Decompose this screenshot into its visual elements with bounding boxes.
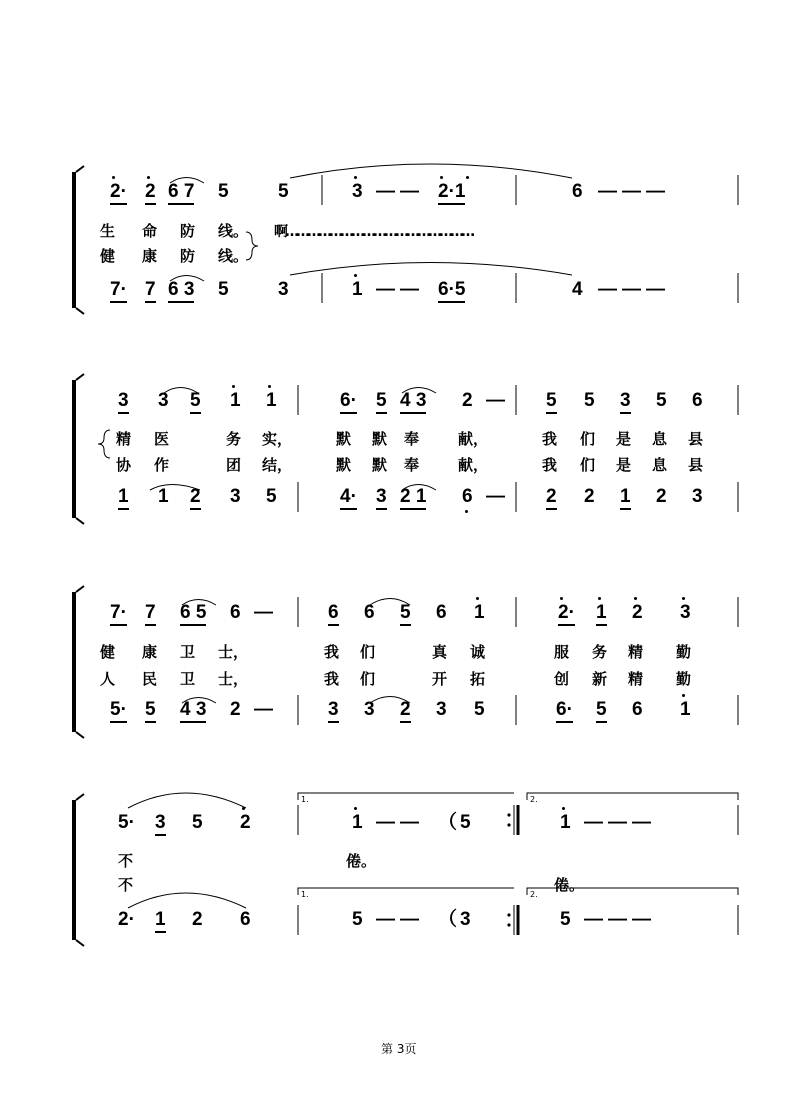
r3-l1-2: 康 bbox=[142, 643, 158, 661]
r3b-n10: 5 bbox=[474, 699, 485, 720]
high-dot bbox=[562, 807, 565, 810]
r3-l1-4: 士， bbox=[218, 643, 249, 661]
r1-l2-2: 康 bbox=[142, 247, 158, 265]
volta-2-label: 2. bbox=[530, 795, 538, 804]
r3-l2-8: 拓 bbox=[470, 670, 486, 688]
r3b-n11: 6· bbox=[556, 700, 573, 720]
r4b-n9: 3 bbox=[460, 909, 471, 930]
r4t-n13: — bbox=[632, 812, 651, 833]
r1-l1-1: 生 bbox=[100, 222, 116, 240]
r4t-n12: — bbox=[608, 812, 627, 833]
r2-l1-10: 们 bbox=[580, 430, 596, 448]
r3b-n1: 5· bbox=[110, 700, 127, 720]
r4b-n12: — bbox=[608, 909, 627, 930]
r2-l2-9: 我 bbox=[542, 456, 558, 474]
volta-1-label-bottom: 1. bbox=[301, 890, 309, 899]
high-dot bbox=[147, 176, 150, 179]
r3-l1-5: 我 bbox=[324, 643, 340, 661]
r4-l2-1: 不 bbox=[118, 876, 134, 894]
r3-l1-9: 服 bbox=[554, 643, 570, 661]
r1b-n5: 3 bbox=[278, 279, 289, 300]
r2t-n5: 1 bbox=[266, 390, 277, 411]
r4t-n9: 5 bbox=[460, 812, 471, 833]
r2t-n11: 5 bbox=[546, 391, 557, 411]
r2t-n6: 6· bbox=[340, 391, 357, 411]
r3t-n2: 7 bbox=[145, 603, 156, 623]
high-dot bbox=[466, 176, 469, 179]
r3b-n6: 3 bbox=[328, 700, 339, 720]
r2b-n2: 1 bbox=[158, 486, 169, 507]
high-dot bbox=[354, 807, 357, 810]
r1-ah: 啊…………………………………………… bbox=[274, 224, 472, 240]
r4t-n6: — bbox=[376, 812, 395, 833]
r1b-n1: 7· bbox=[110, 280, 127, 300]
r1t-n3: 6 7 bbox=[168, 182, 194, 202]
r2b-n14: 2 bbox=[656, 486, 667, 507]
r3b-n13: 6 bbox=[632, 699, 643, 720]
r3t-n9: 6 bbox=[436, 602, 447, 623]
r3-l1-1: 健 bbox=[100, 643, 116, 661]
r4t-n1: 5· bbox=[118, 812, 135, 833]
r1b-n11: — bbox=[598, 279, 617, 300]
r3-l1-3: 卫 bbox=[180, 643, 196, 661]
r1t-n7: — bbox=[376, 181, 395, 202]
r2b-n15: 3 bbox=[692, 486, 703, 507]
r3t-n13: 2 bbox=[632, 602, 643, 623]
r3b-n2: 5 bbox=[145, 700, 156, 720]
r3-l1-12: 勤 bbox=[676, 643, 692, 661]
r1t-n5: 5 bbox=[278, 181, 289, 202]
page-number: 第 3页 bbox=[381, 1042, 417, 1056]
r2t-n4: 1 bbox=[230, 390, 241, 411]
r4b-n13: — bbox=[632, 909, 651, 930]
r1b-n2: 7 bbox=[145, 280, 156, 300]
r2b-n5: 5 bbox=[266, 486, 277, 507]
r2-l2-2: 作 bbox=[154, 456, 170, 474]
high-dot bbox=[354, 274, 357, 277]
r2-l1-3: 务 bbox=[226, 430, 242, 448]
r2t-n15: 6 bbox=[692, 390, 703, 411]
r2-l1-9: 我 bbox=[542, 430, 558, 448]
r2t-n8: 4 3 bbox=[400, 391, 426, 411]
volta-1-label: 1. bbox=[301, 795, 309, 804]
r3-l2-2: 民 bbox=[142, 670, 158, 688]
r4-l1-2: 倦。 bbox=[346, 852, 377, 870]
r1-l2-1: 健 bbox=[100, 247, 116, 265]
r4b-n4: 6 bbox=[240, 909, 251, 930]
r2b-n10: — bbox=[486, 486, 505, 507]
r3-l2-6: 们 bbox=[360, 670, 376, 688]
r3t-n10: 1 bbox=[474, 602, 485, 623]
r1b-n12: — bbox=[622, 279, 641, 300]
r1b-n9: 6·5 bbox=[438, 280, 465, 300]
r3t-n5: — bbox=[254, 602, 273, 623]
r2-l1-1: 精 bbox=[116, 430, 132, 448]
r2-l1-7: 奉 bbox=[404, 430, 420, 448]
r3-l2-5: 我 bbox=[324, 670, 340, 688]
r3t-n1: 7· bbox=[110, 603, 127, 623]
r3b-n4: 2 bbox=[230, 699, 241, 720]
r1b-n6: 1 bbox=[352, 279, 363, 300]
r4t-n7: — bbox=[400, 812, 419, 833]
high-dot bbox=[242, 807, 245, 810]
r4t-n5: 1 bbox=[352, 812, 363, 833]
r4t-n2: 3 bbox=[155, 813, 166, 833]
r2-l1-4: 实， bbox=[262, 430, 293, 448]
r2-l1-8: 献， bbox=[458, 430, 489, 448]
r3-l2-10: 新 bbox=[592, 670, 608, 688]
high-dot bbox=[354, 176, 357, 179]
r3-l2-3: 卫 bbox=[180, 670, 196, 688]
r4t-n3: 5 bbox=[192, 812, 203, 833]
r3-l1-6: 们 bbox=[360, 643, 376, 661]
r2b-n4: 3 bbox=[230, 486, 241, 507]
r1t-n10: 6 bbox=[572, 181, 583, 202]
r4b-n6: — bbox=[376, 909, 395, 930]
r4t-n11: — bbox=[584, 812, 603, 833]
high-dot bbox=[560, 597, 563, 600]
high-dot bbox=[232, 385, 235, 388]
r1t-n13: — bbox=[646, 181, 665, 202]
r1-l2-3: 防 bbox=[180, 247, 196, 265]
r1-l1-3: 防 bbox=[180, 222, 196, 240]
r2-l2-1: 协 bbox=[116, 456, 132, 474]
r2b-n13: 1 bbox=[620, 487, 631, 507]
r1b-n13: — bbox=[646, 279, 665, 300]
r3t-n4: 6 bbox=[230, 602, 241, 623]
r2b-n8: 2 1 bbox=[400, 487, 426, 507]
high-dot bbox=[112, 176, 115, 179]
r3t-n14: 3 bbox=[680, 602, 691, 623]
r3t-n11: 2· bbox=[558, 603, 575, 623]
r2-l2-11: 是 bbox=[616, 456, 632, 474]
r4t-n10: 1 bbox=[560, 812, 571, 833]
r3-l2-9: 创 bbox=[554, 670, 570, 688]
r3-l1-7: 真 bbox=[432, 643, 448, 661]
r3b-n7: 3 bbox=[364, 699, 375, 720]
volta-2-label-bottom: 2. bbox=[530, 890, 538, 899]
r3b-n12: 5 bbox=[596, 700, 607, 720]
r1-l1-2: 命 bbox=[142, 222, 158, 240]
r2b-n6: 4· bbox=[340, 487, 357, 507]
high-dot bbox=[682, 597, 685, 600]
r2t-n1: 3 bbox=[118, 391, 129, 411]
r1b-n3: 6 3 bbox=[168, 280, 194, 300]
r3b-n5: — bbox=[254, 699, 273, 720]
r2t-n2: 3 bbox=[158, 390, 169, 411]
r2-l2-4: 结， bbox=[262, 456, 293, 474]
r2-l2-5: 默 bbox=[336, 456, 352, 474]
r3t-n6: 6 bbox=[328, 603, 339, 623]
r3-l1-10: 务 bbox=[592, 643, 608, 661]
r4b-n3: 2 bbox=[192, 909, 203, 930]
r2b-n3: 2 bbox=[190, 487, 201, 507]
r2t-n12: 5 bbox=[584, 390, 595, 411]
r2b-n7: 3 bbox=[376, 487, 387, 507]
r1-l2-4: 线。 bbox=[218, 247, 249, 265]
r1t-n9: 2·1 bbox=[438, 182, 465, 202]
r1t-n1: 2· bbox=[110, 182, 127, 202]
r3-l2-7: 开 bbox=[432, 670, 448, 688]
r2t-n7: 5 bbox=[376, 391, 387, 411]
high-dot bbox=[440, 176, 443, 179]
r4t-n4: 2 bbox=[240, 812, 251, 833]
r4b-n10: 5 bbox=[560, 909, 571, 930]
r2-l2-3: 团 bbox=[226, 456, 242, 474]
r2t-n10: — bbox=[486, 390, 505, 411]
r1b-n8: — bbox=[400, 279, 419, 300]
r3b-n8: 2 bbox=[400, 700, 411, 720]
r2t-n3: 5 bbox=[190, 391, 201, 411]
r2t-n13: 3 bbox=[620, 391, 631, 411]
r3-l2-11: 精 bbox=[628, 670, 644, 688]
r3-l2-4: 士， bbox=[218, 670, 249, 688]
r1b-n10: 4 bbox=[572, 279, 583, 300]
r1b-n7: — bbox=[376, 279, 395, 300]
r3t-n7: 6 bbox=[364, 602, 375, 623]
r2-l2-13: 县 bbox=[688, 456, 704, 474]
r2t-n9: 2 bbox=[462, 390, 473, 411]
r2-l2-6: 默 bbox=[372, 456, 388, 474]
r3t-n3: 6 5 bbox=[180, 603, 206, 623]
r2t-n14: 5 bbox=[656, 390, 667, 411]
r2b-n11: 2 bbox=[546, 487, 557, 507]
r4b-n8: （ bbox=[438, 909, 458, 930]
r4-l2-2: 倦。 bbox=[554, 876, 585, 894]
r4b-n2: 1 bbox=[155, 910, 166, 930]
r2-l1-2: 医 bbox=[154, 430, 170, 448]
r1t-n2: 2 bbox=[145, 182, 156, 202]
r3-l1-11: 精 bbox=[628, 643, 644, 661]
r3b-n9: 3 bbox=[436, 699, 447, 720]
r1t-n11: — bbox=[598, 181, 617, 202]
r1b-n4: 5 bbox=[218, 279, 229, 300]
r4b-n1: 2· bbox=[118, 909, 135, 930]
r2-l1-5: 默 bbox=[336, 430, 352, 448]
r1t-n12: — bbox=[622, 181, 641, 202]
r1t-n8: — bbox=[400, 181, 419, 202]
r2-l2-7: 奉 bbox=[404, 456, 420, 474]
r2-l2-8: 献， bbox=[458, 456, 489, 474]
low-dot bbox=[465, 510, 468, 513]
r1t-n4: 5 bbox=[218, 181, 229, 202]
r2-l2-10: 们 bbox=[580, 456, 596, 474]
r3t-n8: 5 bbox=[400, 603, 411, 623]
high-dot bbox=[268, 385, 271, 388]
r4-l1-1: 不 bbox=[118, 852, 134, 870]
r3-l1-8: 诚 bbox=[470, 643, 486, 661]
high-dot bbox=[598, 597, 601, 600]
r3-l2-12: 勤 bbox=[676, 670, 692, 688]
high-dot bbox=[476, 597, 479, 600]
r2-l1-6: 默 bbox=[372, 430, 388, 448]
r2-l1-13: 县 bbox=[688, 430, 704, 448]
r2b-n9: 6 bbox=[462, 486, 473, 507]
r2-l1-12: 息 bbox=[652, 430, 668, 448]
r2b-n12: 2 bbox=[584, 486, 595, 507]
high-dot bbox=[682, 694, 685, 697]
r2-l1-11: 是 bbox=[616, 430, 632, 448]
r2b-n1: 1 bbox=[118, 487, 129, 507]
r4b-n5: 5 bbox=[352, 909, 363, 930]
r3t-n12: 1 bbox=[596, 603, 607, 623]
r3-l2-1: 人 bbox=[100, 670, 116, 688]
r3b-n3: 4 3 bbox=[180, 700, 206, 720]
r4b-n7: — bbox=[400, 909, 419, 930]
r2-l2-12: 息 bbox=[652, 456, 668, 474]
r4b-n11: — bbox=[584, 909, 603, 930]
r3b-n14: 1 bbox=[680, 699, 691, 720]
high-dot bbox=[634, 597, 637, 600]
r1t-n6: 3 bbox=[352, 181, 363, 202]
r4t-n8: （ bbox=[438, 812, 458, 833]
r1-l1-4: 线。 bbox=[218, 222, 249, 240]
